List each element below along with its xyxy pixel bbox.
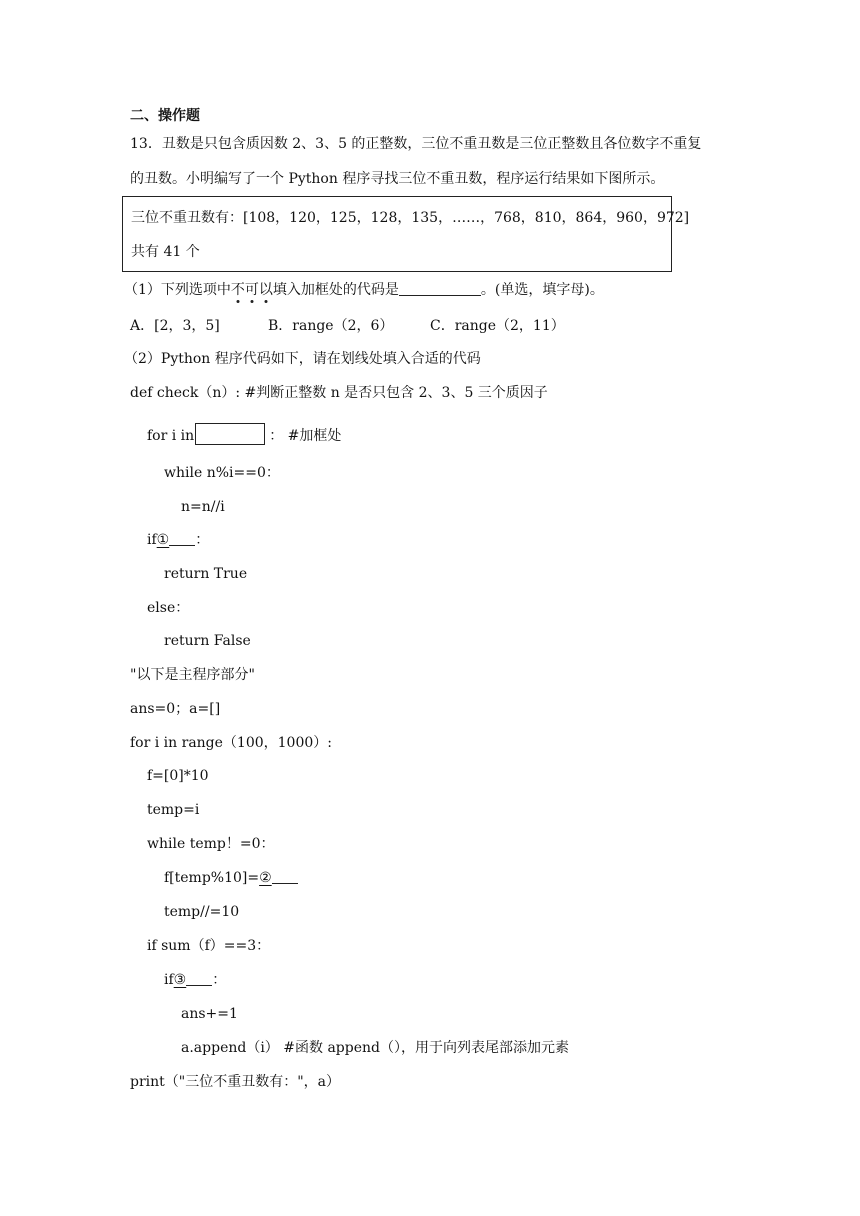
answer-blank[interactable] xyxy=(399,280,481,296)
emphasis-char-1: 不 xyxy=(230,282,245,298)
code-line-temp-div: temp//=10 xyxy=(164,904,240,920)
code-line-for-range: for i in range（100，1000）: xyxy=(130,735,332,751)
code-line-while-temp: while temp！=0： xyxy=(147,836,275,852)
code-line-for xyxy=(147,423,341,446)
blank-2-marker: ② xyxy=(259,870,272,886)
question-13-line-2: 的丑数。小明编写了一个 Python 程序寻找三位不重丑数，程序运行结果如下图所示。 xyxy=(130,171,665,187)
sub-question-2: （2）Python 程序代码如下，请在划线处填入合适的代码 xyxy=(124,351,481,367)
code-line-if-3 xyxy=(164,970,226,990)
code-line-init: ans=0；a=[] xyxy=(130,701,221,717)
emphasis-text xyxy=(231,282,273,298)
output-line-2: 共有 41 个 xyxy=(131,244,200,260)
code-line-temp: temp=i xyxy=(147,802,200,818)
code-line-if-1 xyxy=(147,530,209,550)
code-line-else: else： xyxy=(147,600,190,616)
sub1-suffix-b: 。(单选，填字母)。 xyxy=(480,282,604,298)
code-line-print: print（"三位不重丑数有："，a） xyxy=(130,1074,340,1090)
code-line-append: a.append（i） #函数 append（），用于向列表尾部添加元素 xyxy=(181,1040,569,1056)
blank-3-marker: ③ xyxy=(173,972,187,988)
code-line-ans-inc: ans+=1 xyxy=(181,1006,238,1022)
code-input-box[interactable] xyxy=(195,423,265,445)
for-suffix: ： #加框处 xyxy=(269,428,342,444)
sub1-prefix: （1）下列选项中 xyxy=(124,282,231,298)
section-title: 二、操作题 xyxy=(130,108,200,124)
emphasis-char-3: 以 xyxy=(258,282,273,298)
f-assign-prefix: f[temp%10]= xyxy=(164,870,260,886)
code-line-def: def check（n）: #判断正整数 n 是否只包含 2、3、5 三个质因子 xyxy=(130,385,548,401)
code-line-if-sum: if sum（f）==3： xyxy=(147,938,271,954)
if-3-suffix: ： xyxy=(212,972,227,988)
option-a: A．[2，3，5] xyxy=(130,318,220,334)
blank-2[interactable] xyxy=(272,868,298,884)
question-13-line-1: 13．丑数是只包含质因数 2、3、5 的正整数，三位不重丑数是三位正整数且各位数字不重复 xyxy=(130,136,702,152)
for-prefix: for i in xyxy=(147,428,195,444)
code-line-f-init: f=[0]*10 xyxy=(147,768,209,784)
output-line-1: 三位不重丑数有：[108，120，125，128，135，……，768，810，864，960，972] xyxy=(131,210,690,226)
option-c: C．range（2，11） xyxy=(430,318,565,334)
blank-1-marker: ① xyxy=(156,532,170,548)
code-line-divide: n=n//i xyxy=(181,499,225,515)
blank-3[interactable] xyxy=(186,970,212,986)
code-line-f-assign xyxy=(164,868,298,888)
code-line-comment: "以下是主程序部分" xyxy=(130,667,255,683)
if-1-suffix: ： xyxy=(195,532,210,548)
code-line-return-true: return True xyxy=(164,566,248,582)
sub1-suffix-a: 填入加框处的代码是 xyxy=(272,282,399,298)
option-b: B．range（2，6） xyxy=(268,318,394,334)
if-1-prefix: if xyxy=(147,532,157,548)
output-box xyxy=(122,196,690,272)
code-line-return-false: return False xyxy=(164,633,251,649)
code-line-while: while n%i==0： xyxy=(164,465,280,481)
if-3-prefix: if xyxy=(164,972,174,988)
emphasis-char-2: 可 xyxy=(244,282,259,298)
blank-1[interactable] xyxy=(169,530,195,546)
sub-question-1 xyxy=(124,280,604,300)
